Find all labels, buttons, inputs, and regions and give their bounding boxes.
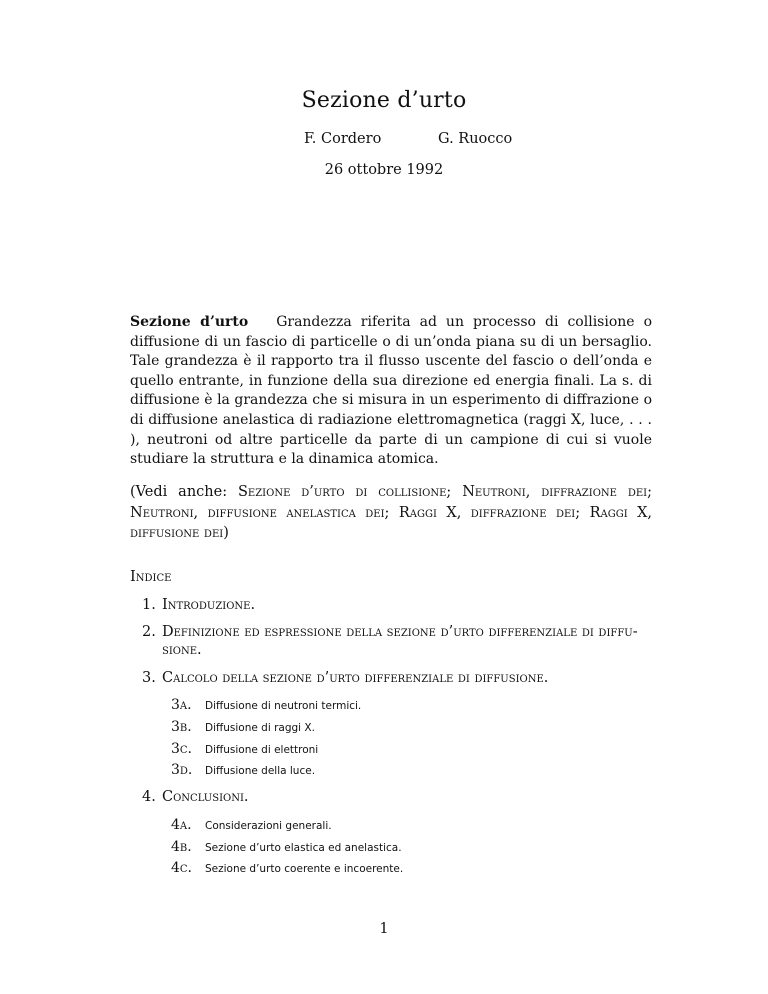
author-ruocco: G. Ruocco	[438, 131, 513, 147]
toc-subsection-title: Diffusione della luce.	[205, 765, 316, 777]
toc-subsection-title: Considerazioni generali.	[205, 820, 332, 832]
see-also-prefix: (Vedi anche:	[130, 484, 228, 500]
toc-section-title: Conclusioni.	[162, 789, 249, 805]
toc-subsection-title: Sezione d’urto coerente e incoerente.	[205, 863, 404, 875]
toc-section-title: Introduzione.	[162, 597, 256, 613]
toc-number: 1.	[142, 597, 156, 613]
see-also-item: Neutroni, diffusione anelastica dei	[130, 504, 385, 521]
toc-subnumber: 3d.	[171, 762, 193, 778]
see-also-item: Raggi X, diffusione dei	[130, 504, 653, 541]
toc-subsection-title: Diffusione di elettroni	[205, 744, 319, 756]
toc-subnumber: 3a.	[171, 697, 192, 713]
author-cordero: F. Cordero	[304, 131, 382, 147]
toc-section-title: Calcolo della sezione d’urto differenziale di diffusione.	[162, 670, 549, 686]
document-date: 26 ottobre 1992	[324, 162, 444, 178]
toc-subsection-title: Diffusione di raggi X.	[205, 722, 315, 734]
toc-subnumber: 3c.	[171, 741, 193, 757]
entry-heading: Sezione d’urto	[130, 314, 249, 330]
toc-number: 3.	[142, 670, 156, 686]
entry-paragraph	[130, 313, 652, 470]
index-heading: Indice	[130, 569, 172, 585]
see-also-item: Neutroni, diffrazione dei	[462, 484, 648, 500]
entry-text: Grandezza riferita ad un processo di collisione o diffusione di un fascio di particelle o di un’onda piana su di un bersaglio. Tale grandezza è il rapporto tra il flusso uscente del fascio o dell’onda e quello entrante, in funzione della sua direzione ed energia finali. La s. di diffusione è la grandezza che si misura in un esperimento di diffrazione o di diffusione anelastica di radiazione elettromagnetica (raggi X, luce, . . . ), neutroni od altre particelle da parte di un campione di cui si vuole studiare la struttura e la dinamica atomica.	[130, 314, 653, 468]
toc-subnumber: 3b.	[171, 719, 192, 735]
toc-subnumber: 4a.	[171, 817, 192, 833]
toc-subsection-title: Diffusione di neutroni termici.	[205, 700, 362, 712]
see-also-item: Raggi X, diffrazione dei	[398, 504, 576, 521]
toc-section-title-continuation: sione.	[162, 642, 202, 658]
toc-subsection-title: Sezione d’urto elastica ed anelastica.	[205, 842, 402, 854]
toc-number: 4.	[142, 789, 156, 805]
see-also-item: Sezione d’urto di collisione	[237, 484, 447, 500]
toc-subnumber: 4c.	[171, 860, 193, 876]
see-also-suffix: )	[223, 525, 229, 541]
toc-subnumber: 4b.	[171, 839, 192, 855]
document-title: Sezione d’urto	[301, 88, 467, 113]
toc-number: 2.	[142, 624, 156, 640]
page-number: 1	[379, 921, 389, 937]
see-also-block: (Vedi anche: Sezione d’urto di collisione; Neutroni, diffrazione dei; Neutroni, diffusione anelastica dei; Raggi X, diffrazione dei; Raggi X, diffusione dei)	[130, 484, 653, 541]
toc-section-title: Definizione ed espressione della sezione d’urto differenziale di diffu-	[162, 624, 638, 640]
